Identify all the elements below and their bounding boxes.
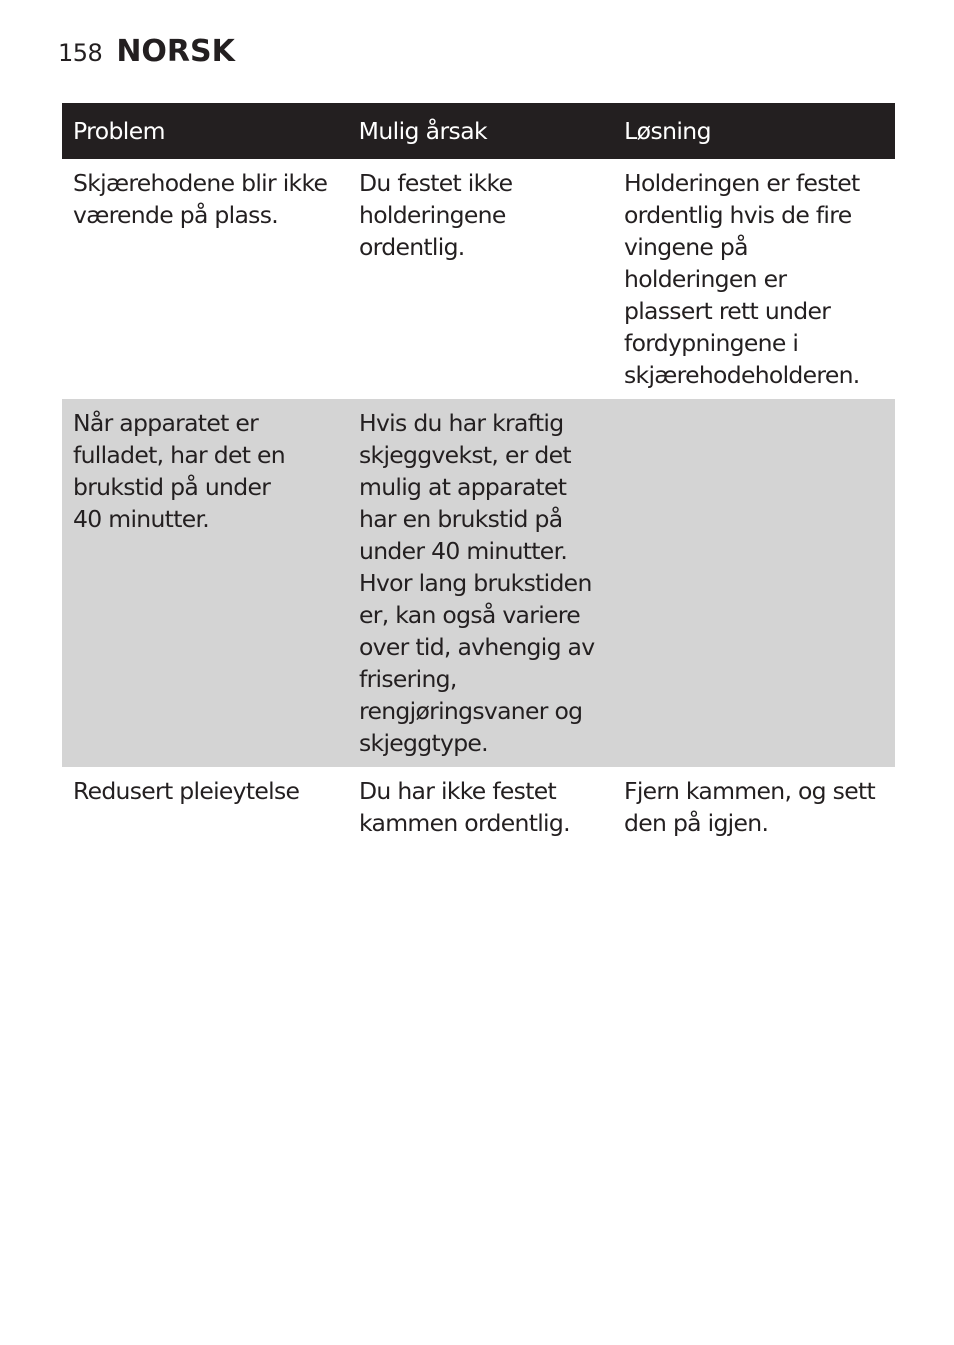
solution-text: fordypningene i <box>624 329 799 357</box>
solution-cell <box>613 775 895 847</box>
problem-text: Redusert pleieytelse <box>73 777 300 805</box>
column-header-cause: Mulig årsak <box>358 117 488 145</box>
solution-text: den på igjen. <box>624 809 769 837</box>
cause-text: Hvor lang brukstiden <box>359 569 592 597</box>
cause-cell <box>348 407 613 767</box>
table-row <box>62 399 895 767</box>
section-title: NORSK <box>116 34 235 69</box>
cause-text: under 40 minutter. <box>359 537 568 565</box>
problem-cell <box>62 167 348 399</box>
cause-text: over tid, avhengig av <box>359 633 595 661</box>
problem-text: værende på plass. <box>73 201 279 229</box>
table-row <box>62 767 895 847</box>
solution-cell <box>613 167 895 399</box>
solution-text: holderingen er <box>624 265 787 293</box>
troubleshooting-table <box>62 103 895 847</box>
problem-cell <box>62 407 348 767</box>
cause-text: skjeggvekst, er det <box>359 441 571 469</box>
solution-text: ordentlig hvis de fire <box>624 201 852 229</box>
cause-text: Du har ikke festet <box>359 777 556 805</box>
column-header-problem: Problem <box>73 117 165 145</box>
cause-cell <box>348 775 613 847</box>
cause-text: skjeggtype. <box>359 729 488 757</box>
cause-text: Du festet ikke <box>359 169 513 197</box>
solution-text: Holderingen er festet <box>624 169 860 197</box>
cause-text: har en brukstid på <box>359 505 563 533</box>
problem-cell <box>62 775 348 847</box>
solution-text: Fjern kammen, og sett <box>624 777 875 805</box>
page-number: 158 <box>58 39 103 67</box>
cause-text: kammen ordentlig. <box>359 809 570 837</box>
cause-text: ordentlig. <box>359 233 465 261</box>
problem-text: Skjærehodene blir ikke <box>73 169 328 197</box>
cause-cell <box>348 167 613 399</box>
page-header <box>58 34 235 69</box>
cause-text: Hvis du har kraftig <box>359 409 564 437</box>
problem-text: fulladet, har det en <box>73 441 285 469</box>
solution-text: plassert rett under <box>624 297 831 325</box>
problem-text: 40 minutter. <box>73 505 210 533</box>
solution-cell <box>613 407 895 767</box>
solution-text: vingene på <box>624 233 748 261</box>
cause-text: holderingene <box>359 201 506 229</box>
column-header-solution: Løsning <box>624 117 711 145</box>
cause-text: er, kan også variere <box>359 601 580 629</box>
table-header-row <box>62 103 895 159</box>
table-row <box>62 159 895 399</box>
solution-text: skjærehodeholderen. <box>624 361 860 389</box>
cause-text: frisering, <box>359 665 457 693</box>
cause-text: mulig at apparatet <box>359 473 567 501</box>
problem-text: Når apparatet er <box>73 409 259 437</box>
cause-text: rengjøringsvaner og <box>359 697 583 725</box>
problem-text: brukstid på under <box>73 473 271 501</box>
